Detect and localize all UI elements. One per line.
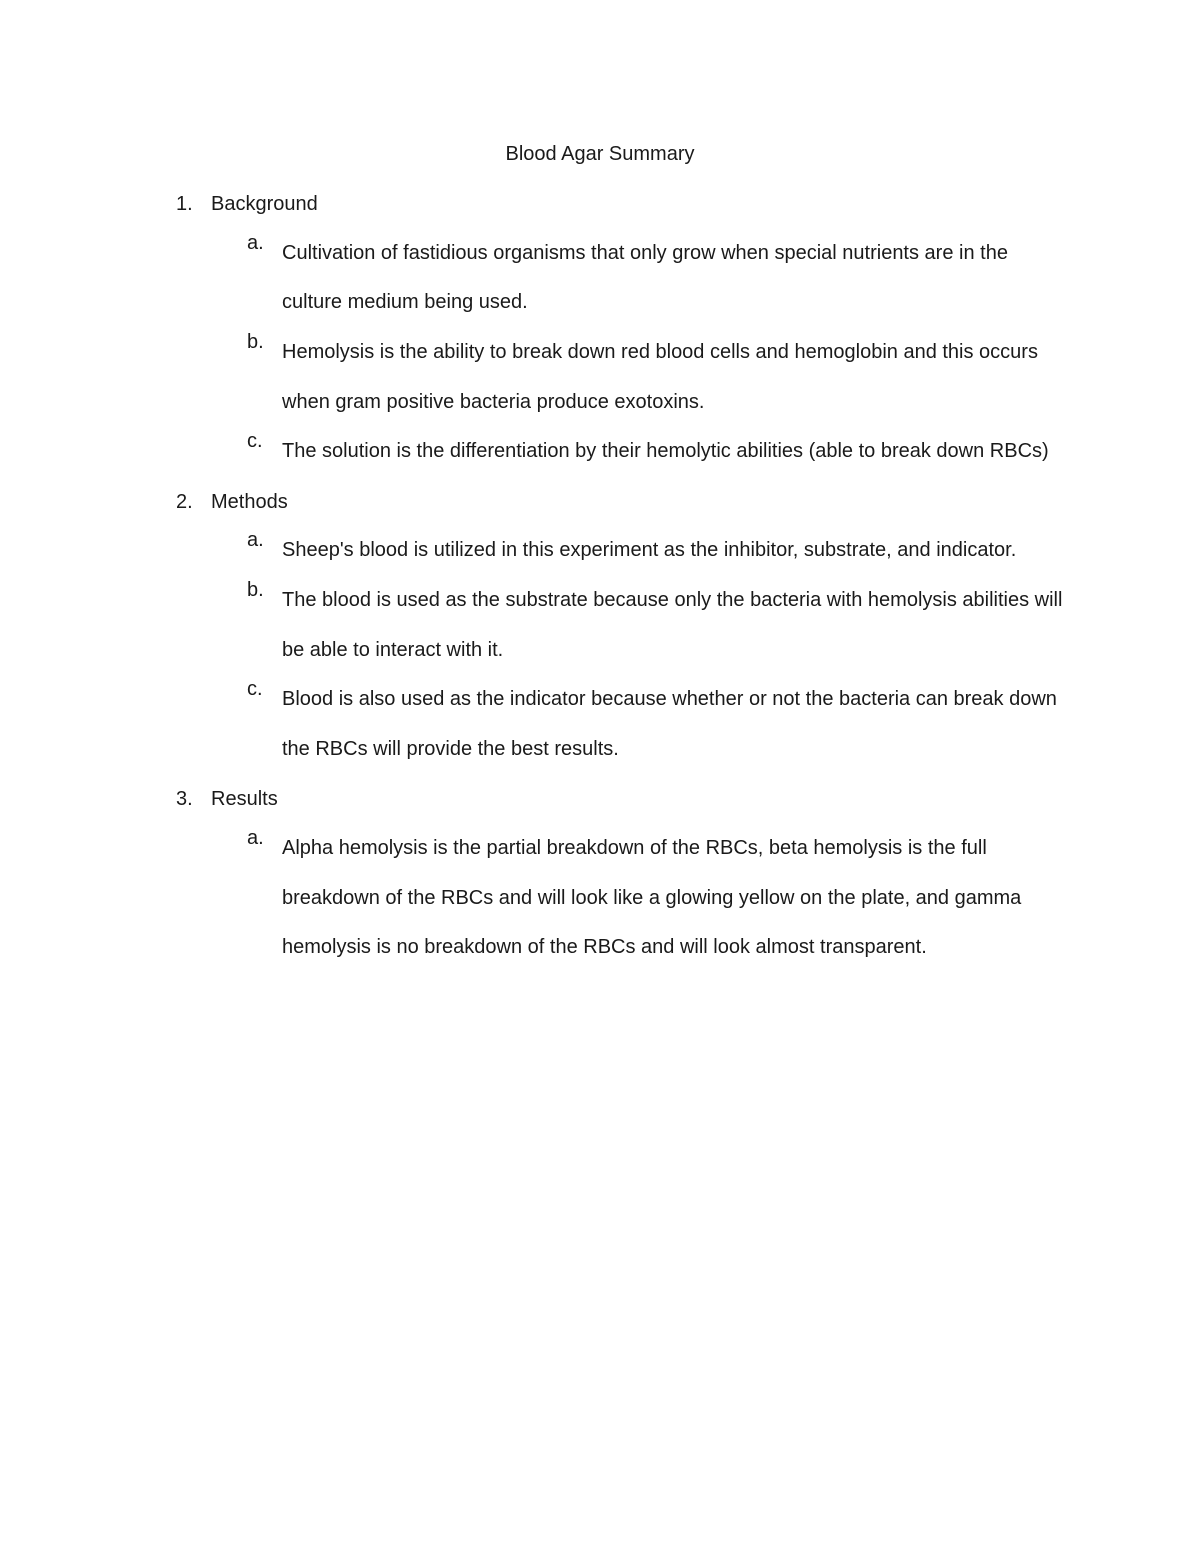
list-item [0, 576, 1072, 686]
item-text: The blood is used as the substrate because only the bacteria with hemolysis abilities will be able to interact with it. [282, 588, 1063, 661]
item-text: Blood is also used as the indicator because whether or not the bacteria can break down the RBCs will provide the best results. [282, 688, 1057, 760]
outline-section-results [0, 785, 1200, 983]
list-item [0, 229, 1072, 339]
item-text: Cultivation of fastidious organisms that only grow when special nutrients are in the culture medium being used. [282, 241, 1008, 314]
section-number: 3. [176, 788, 193, 811]
item-letter: a. [247, 529, 264, 552]
section-items [0, 229, 1200, 488]
item-letter: a. [247, 231, 264, 254]
item-letter: c. [247, 430, 263, 453]
list-item [0, 328, 1072, 438]
outline-section-background [0, 190, 1200, 488]
list-item [0, 427, 1072, 487]
item-text: Hemolysis is the ability to break down red blood cells and hemoglobin and this occurs when gram positive bacteria produce exotoxins. [282, 340, 1038, 413]
section-number: 1. [176, 193, 193, 215]
item-text: Alpha hemolysis is the partial breakdown of the RBCs, beta hemolysis is the full breakdown of the RBCs and will look like a glowing yellow on the plate, and gamma hemolysis is no breakdown of the RBCs and will look almost transparent. [282, 836, 1022, 959]
outline-list [0, 190, 1200, 984]
list-item [0, 675, 1072, 785]
list-item [0, 824, 1072, 984]
section-items [0, 526, 1200, 785]
section-heading: Background [211, 193, 318, 215]
item-text: The solution is the differentiation by their hemolytic abilities (able to break down RBCs) [282, 440, 1049, 463]
item-text: Sheep's blood is utilized in this experiment as the inhibitor, substrate, and indicator. [282, 539, 1017, 562]
section-heading: Methods [211, 490, 288, 513]
item-letter: c. [247, 678, 263, 701]
item-letter: b. [247, 578, 264, 601]
section-items [0, 824, 1200, 984]
outline-section-methods [0, 488, 1200, 786]
document-title: Blood Agar Summary [505, 143, 695, 165]
item-letter: a. [247, 826, 264, 849]
section-number: 2. [176, 490, 193, 513]
section-heading: Results [211, 788, 278, 811]
item-letter: b. [247, 330, 264, 353]
